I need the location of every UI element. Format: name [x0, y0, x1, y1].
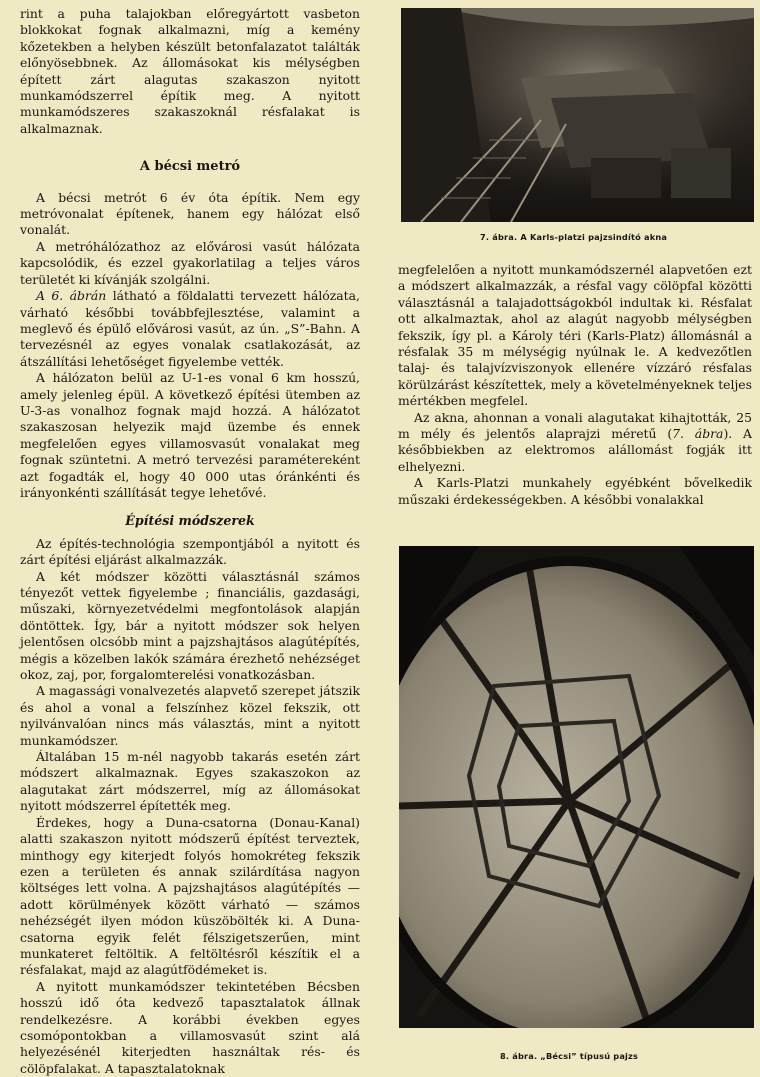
right-paragraph-1: megfelelően a nyitott munkamódszernél alapvetően ezt a módszert alkalmazzák, a résfal vagy cölöpfal közötti választásnál a talajadottságokból indultak ki. Résfalat ott alkalmaztak, ahol az alagút nagyobb mélységben fekszik, így pl. a Károly téri (Karls-Platz) állomásnál a résfalak 35 m mélységig nyúlnak le. A kedvezőtlen talaj- és talajvízviszonyok ellenére vízzáró résfalas körülzárást készítettek, mely a követelményeknek teljes mértékben megfelel.	[398, 262, 752, 409]
figure-8-photo	[399, 546, 754, 1028]
figure-ref-7: 7. ábra	[672, 426, 724, 442]
figure-8-caption: 8. ábra. „Bécsi” típusú pajzs	[500, 1051, 639, 1061]
paragraph-1: A bécsi metrót 6 év óta építik. Nem egy metróvonalat építenek, hanem egy hálózat első vonalát.	[20, 189, 360, 238]
shield-photo-illustration	[399, 546, 754, 1028]
paragraph-3	[20, 288, 360, 370]
right-paragraph-2	[398, 410, 752, 476]
paragraph-5: Az építés-technológia szempontjából a nyitott és zárt építési eljárást alkalmazzák.	[20, 535, 360, 568]
subsection-title: Építési módszerek	[125, 513, 255, 529]
right-paragraph-3: A Karls-Platzi munkahely egyébként bővelkedik műszaki érdekességekben. A későbbi vonalakkal	[398, 475, 752, 507]
paragraph-4: A hálózaton belül az U-1-es vonal 6 km hosszú, amely jelenleg épül. A következő építési ütemben az U-3-as vonalhoz fognak majd hozzá. A hálózatot szakaszosan helyezik majd üzembe és ennek megfelelően egyes villamosvasút vonalakat meg fognak szüntetni. A metró tervezési paramétereként azt fogadták el, hogy 40 000 utas óránkénti és irányonkénti szállítását tegye lehetővé.	[20, 370, 360, 500]
intro-paragraph: rint a puha talajokban előregyártott vasbeton blokkokat fognak alkalmazni, míg a kemény kőzetekben a helyben készült betonfalazatot találták előnyösebbnek. Az állomásokat kis mélységben épített zárt alagutas szakaszon nyitott munkamódszerrel építik meg. A nyitott munkamódszeres szakaszoknál résfalakat is alkalmaznak.	[20, 6, 360, 136]
figure-7-caption: 7. ábra. A Karls-platzi pajzsindító akna	[480, 232, 668, 242]
paragraph-6: A két módszer közötti választásnál számos tényezőt vettek figyelembe ; financiális, gazdasági, műszaki, környezetvédelmi megfontolások alapján döntöttek. Így, bár a nyitott módszer sok helyen jelentősen olcsóbb mint a pajzshajtásos alagútépítés, mégis a közelben lakók számára érezhető nehézséget okoz, zaj, por, forgalomterelési vonatkozásban.	[20, 568, 360, 683]
paragraph-8: Általában 15 m-nél nagyobb takarás esetén zárt módszert alkalmaznak. Egyes szakaszokon az alagutakat zárt módszerrel, míg az állomásokat nyitott módszerrel építették meg.	[20, 749, 360, 814]
paragraph-3-text: látható a földalatti tervezett hálózata, várható későbbi továbbfejlesztése, valamint a meglevő és épülő elővárosi vasút, az ún. „S”-Bahn. A tervezésnél az egyes vonalak csatlakozását, az átszállítási lehetőséget figyelembe vették.	[20, 288, 360, 369]
shaft-photo-illustration	[401, 8, 754, 222]
paragraph-2: A metróhálózathoz az elővárosi vasút hálózata kapcsolódik, és ezzel gyakorlatilag a teljes város területét ki kívánják szolgálni.	[20, 238, 360, 287]
section-title: A bécsi metró	[139, 159, 241, 175]
paragraph-9: Érdekes, hogy a Duna-csatorna (Donau-Kanal) alatti szakaszon nyitott módszerű építést terveztek, minthogy egy kiterjedt folyós homokréteg fekszik ezen a területen és annak szilárdítása nagyon költséges lett volna. A pajzshajtásos alagútépítés — adott körülmények között várható — számos nehézségét ilyen módon küszöbölték ki. A Duna-csatorna egyik felét félszigetszerűen, mint munkateret feltöltik. A feltöltésről készítik el a résfalakat, majd az alagútfödémeket is.	[20, 814, 360, 978]
paragraph-10: A nyitott munkamódszer tekintetében Bécsben hosszú idő óta kedvező tapasztalatok állnak rendelkezésre. A korábbi években egyes csomópontokban a villamosvasút szint alá helyezésénél kiterjedten használtak rés- és cölöpfalakat. A tapasztalatoknak	[20, 978, 360, 1076]
right-paragraph-2-start: Az akna, ahonnan a vonali alagutakat kihajtották, 25 m mély és jelentős alaprajzi méretű (	[398, 409, 752, 442]
figure-7-photo	[401, 8, 754, 222]
right-paragraph-2-end: ). A későbbiekben az elektromos alállomást fogják itt elhelyezni.	[398, 426, 752, 474]
right-column	[398, 262, 752, 508]
left-column	[20, 6, 360, 1077]
figure-ref-6: A 6. ábrán	[36, 288, 107, 304]
paragraph-7: A magassági vonalvezetés alapvető szerepet játszik és ahol a vonal a felszínhez közel fekszik, ott nyilvánvalóan nincs más választás, mint a nyitott munkamódszer.	[20, 683, 360, 748]
